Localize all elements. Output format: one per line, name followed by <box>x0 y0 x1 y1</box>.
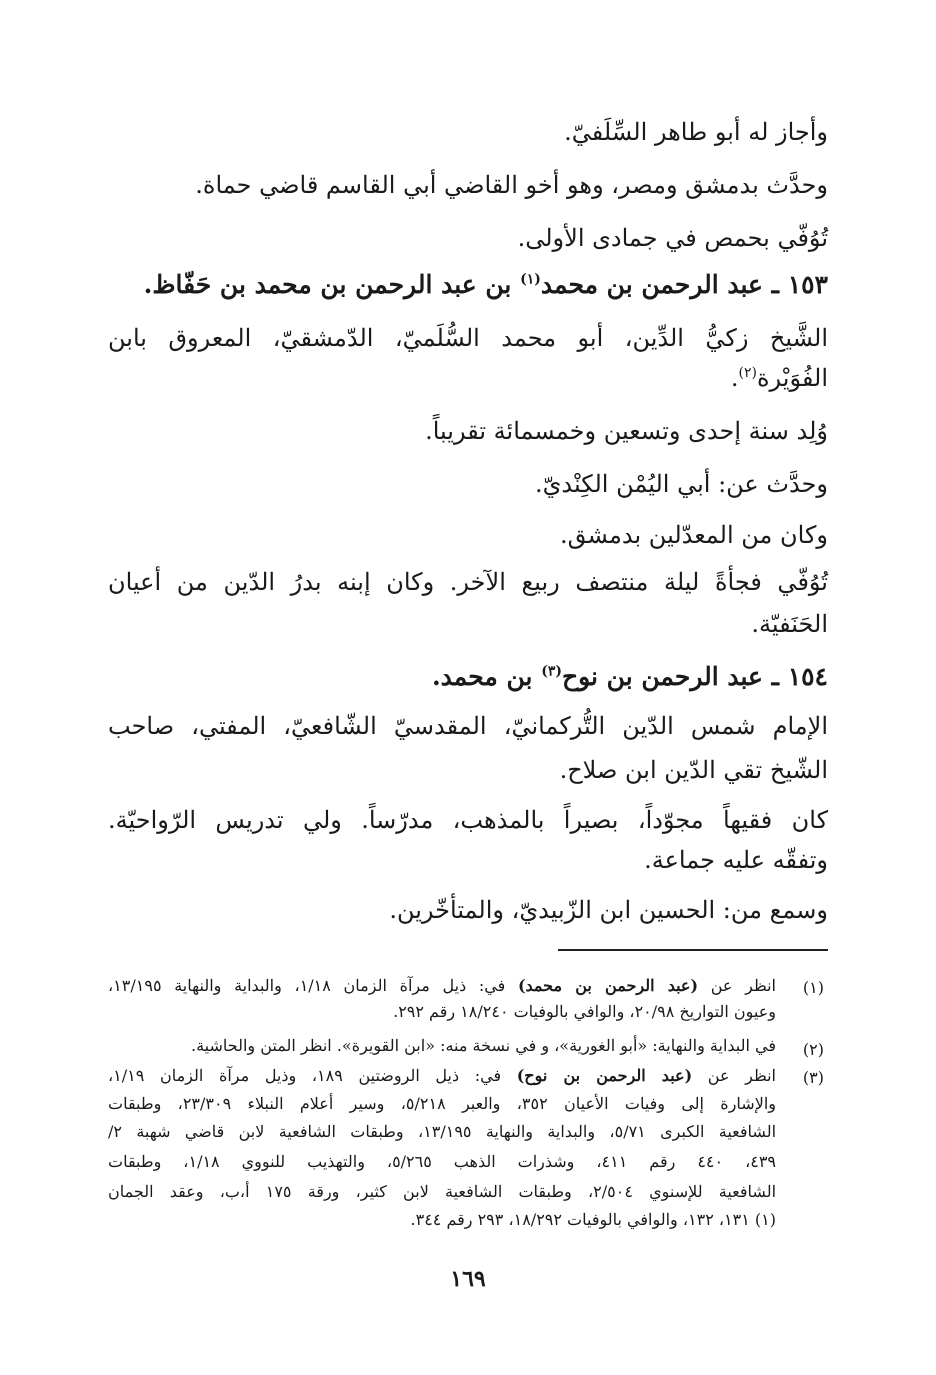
footnote-line: انظر عن (عبد الرحمن بن محمد) في: ذيل مرآة الزمان ١/١٨، والبداية والنهاية ١٣/١٩٥، <box>108 976 777 995</box>
footnote-line: الشافعية للإسنوي ٢/٥٠٤، وطبقات الشافعية لابن كثير، ورقة ١٧٥ أ،ب، وعقد الجمان <box>108 1182 777 1201</box>
footnote-line: وعيون التواريخ ٢٠/٩٨، والوافي بالوفيات ١٨/٢٤٠ رقم ٢٩٢. <box>393 1002 776 1021</box>
footnote-number: (١) <box>802 978 824 997</box>
entry-heading-154 <box>108 662 828 692</box>
footnote-line: الشافعية الكبرى ٥/٧١، والبداية والنهاية ١٣/١٩٥، وطبقات الشافعية لابن قاضي شهبة ٢/ <box>108 1122 777 1141</box>
page-number: ١٦٩ <box>450 1266 486 1292</box>
footnote-separator <box>558 949 828 951</box>
body-line: وكان من المعدّلين بدمشق. <box>559 521 828 549</box>
footnote-marker: (٢) <box>738 365 757 381</box>
body-line: وحدَّث عن: أبي اليُمْن الكِنْديّ. <box>534 470 828 498</box>
body-line: وُلِد سنة إحدى وتسعين وخمسمائة تقريباً. <box>425 417 828 445</box>
footnote-line: ٤٣٩، ٤٤٠ رقم ٤١١، وشذرات الذهب ٥/٢٦٥، والتهذيب للنووي ١/١٨، وطبقات <box>108 1152 777 1171</box>
footnote-marker: (١) <box>520 271 541 288</box>
footnote-number: (٣) <box>802 1068 824 1087</box>
footnote-number: (٢) <box>802 1040 824 1059</box>
body-line: تُوُفّي بحمص في جمادى الأولى. <box>517 224 828 252</box>
footnote-line: (١) ١٣١، ١٣٢، والوافي بالوفيات ١٨/٢٩٢، ٢٩٣ رقم ٣٤٤. <box>410 1210 776 1229</box>
body-line: وسمع من: الحسين ابن الزّبيديّ، والمتأخّرين. <box>389 896 828 924</box>
body-line: الحَنَفيّة. <box>751 610 828 638</box>
entry-heading-153 <box>108 270 828 300</box>
body-line: وتفقّه عليه جماعة. <box>644 846 828 874</box>
body-line: وأجاز له أبو طاهر السِّلَفيّ. <box>564 118 828 146</box>
heading-text: ١٥٤ ـ عبد الرحمن بن نوح <box>561 662 828 691</box>
line-text: الفُوَيْرة <box>756 364 828 392</box>
footnote-line: انظر عن (عبد الرحمن بن نوح) في: ذيل الروضتين ١٨٩، وذيل مرآة الزمان ١/١٩، <box>108 1066 777 1085</box>
line-text: . <box>730 364 739 392</box>
body-line: وحدَّث بدمشق ومصر، وهو أخو القاضي أبي القاسم قاضي حماة. <box>195 171 828 199</box>
body-line: الشّيخ تقي الدّين ابن صلاح. <box>559 756 828 784</box>
heading-text: بن عبد الرحمن بن محمد بن حَفّاظ. <box>143 270 521 299</box>
footnote-line: والإشارة إلى وفيات الأعيان ٣٥٢، والعبر ٥/٢١٨، وسير أعلام النبلاء ٢٣/٣٠٩، وطبقات <box>108 1094 776 1113</box>
body-line: تُوُفّي فجأةً ليلة منتصف ربيع الآخر. وكان إبنه بدرُ الدّين من أعيان <box>108 568 828 596</box>
body-line: الإمام شمس الدّين التُّركمانيّ، المقدسيّ الشّافعيّ، المفتي، صاحب <box>108 712 828 740</box>
body-line <box>731 364 828 393</box>
footnote-line: في البداية والنهاية: «أبو الغورية»، و في نسخة منه: «ابن القويرة». انظر المتن والحاشية. <box>190 1036 776 1055</box>
body-line: الشَّيخ زكيُّ الدِّين، أبو محمد السُّلَميّ، الدّمشقيّ، المعروق بابن <box>108 324 828 352</box>
heading-text: بن محمد. <box>431 662 542 691</box>
footnote-marker: (٣) <box>541 663 562 680</box>
body-line: كان فقيهاً مجوّداً، بصيراً بالمذهب، مدرّساً. ولي تدريس الرّواحيّة. <box>108 806 828 834</box>
heading-text: ١٥٣ ـ عبد الرحمن بن محمد <box>540 270 828 299</box>
